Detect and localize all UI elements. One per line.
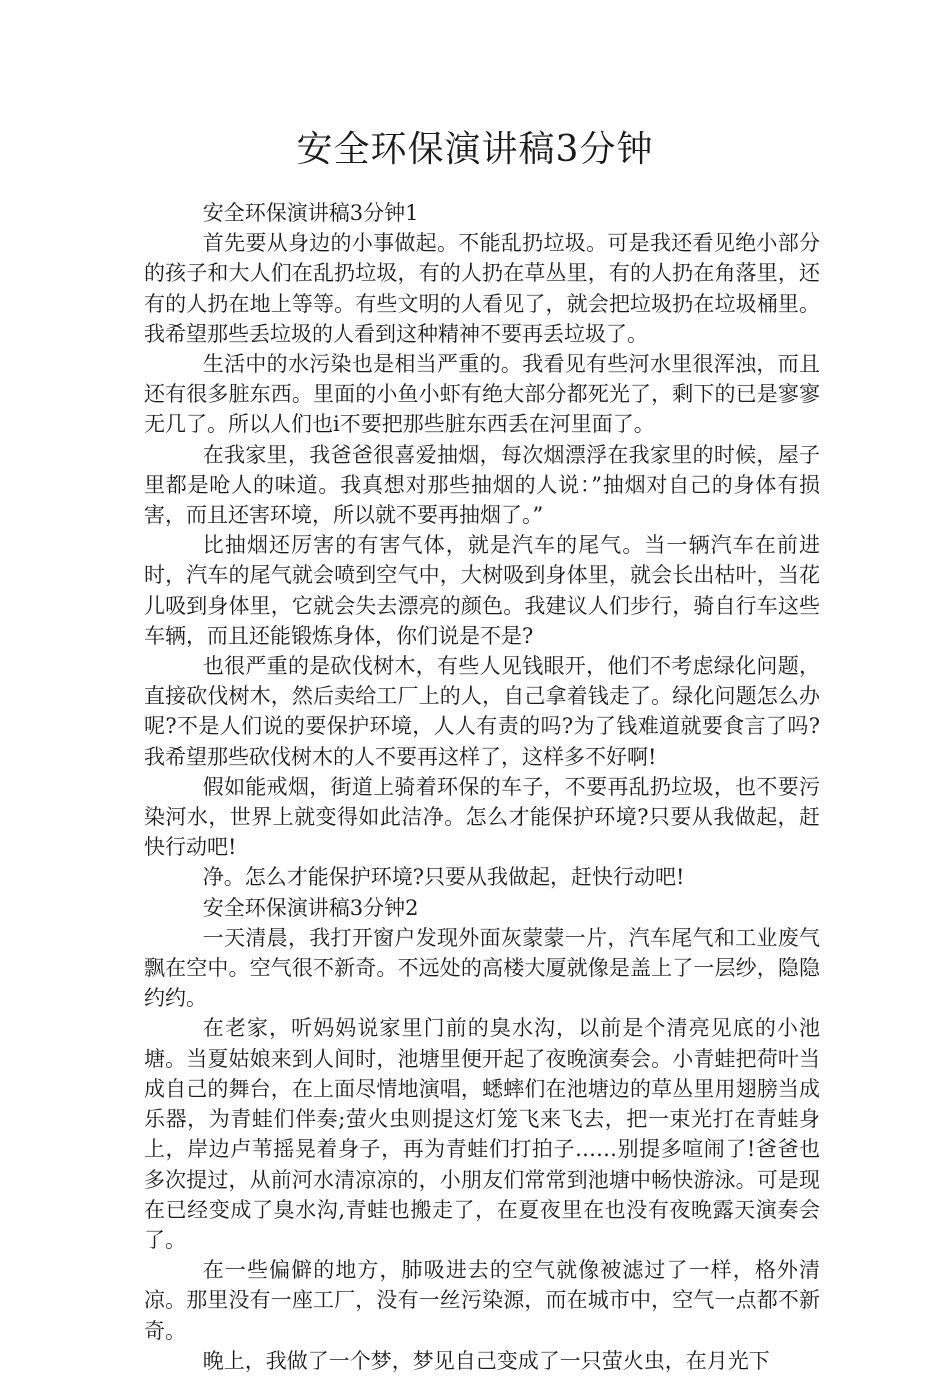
paragraph: 在一些偏僻的地方，肺吸进去的空气就像被滤过了一样，格外清凉。那里没有一座工厂，没有一丝污染源，而在城市中，空气一点都不新奇。 [144,1258,820,1343]
paragraph: 一天清晨，我打开窗户发现外面灰蒙蒙一片，汽车尾气和工业废气飘在空中。空气很不新奇。不远处的高楼大厦就像是盖上了一层纱，隐隐约约。 [144,925,820,1011]
paragraph: 也很严重的是砍伐树木，有些人见钱眼开，他们不考虑绿化问题，直接砍伐树木，然后卖给工厂上的人，自己拿着钱走了。绿化问题怎么办呢?不是人们说的要保护环境，人人有责的吗?为了钱难道就要食言了吗?我希望那些砍伐树木的人不要再这样了，这样多不好啊! [144,654,820,769]
paragraph: 净。怎么才能保护环境?只要从我做起，赶快行动吧! [202,865,685,890]
document-title: 安全环保演讲稿3分钟 [296,129,654,170]
paragraph: 生活中的水污染也是相当严重的。我看见有些河水里很浑浊，而且还有很多脏东西。里面的小鱼小虾有绝大部分都死光了，剩下的已是寥寥无几了。所以人们也i不要把那些脏东西丢在河里面了。 [144,352,820,437]
paragraph: 首先要从身边的小事做起。不能乱扔垃圾。可是我还看见绝小部分的孩子和大人们在乱扔垃圾，有的人扔在草丛里，有的人扔在角落里，还有的人扔在地上等等。有些文明的人看见了，就会把垃圾扔在垃圾桶里。我希望那些丢垃圾的人看到这种精神不要再丢垃圾了。 [144,231,820,346]
paragraph: 在我家里，我爸爸很喜爱抽烟，每次烟漂浮在我家里的时候，屋子里都是呛人的味道。我真想对那些抽烟的人说：”抽烟对自己的身体有损害，而且还害环境，所以就不要再抽烟了。” [144,442,820,528]
paragraph: 假如能戒烟，街道上骑着环保的车子，不要再乱扔垃圾，也不要污染河水，世界上就变得如此洁净。怎么才能保护环境?只要从我做起，赶快行动吧! [144,774,820,860]
paragraph: 比抽烟还厉害的有害气体，就是汽车的尾气。当一辆汽车在前进时，汽车的尾气就会喷到空气中，大树吸到身体里，就会长出枯叶，当花儿吸到身体里，它就会失去漂亮的颜色。我建议人们步行，骑自行车这些车辆，而且还能锻炼身体，你们说是不是? [144,533,820,648]
section-heading-1: 安全环保演讲稿3分钟1 [202,201,419,225]
paragraph: 在老家，听妈妈说家里门前的臭水沟，以前是个清亮见底的小池塘。当夏姑娘来到人间时，池塘里便开起了夜晚演奏会。小青蛙把荷叶当成自己的舞台，在上面尽情地演唱，蟋蟀们在池塘边的草丛里用翅膀当成乐器，为青蛙们伴奏;萤火虫则提这灯笼飞来飞去，把一束光打在青蛙身上，岸边卢苇摇晃着身子，再为青蛙们打拍子……别提多喧闹了!爸爸也多次提过，从前河水清凉凉的，小朋友们常常到池塘中畅快游泳。可是现在已经变成了臭水沟,青蛙也搬走了，在夏夜里在也没有夜晚露天演奏会了。 [144,1016,820,1252]
document-body [144,198,820,1376]
paragraph: 晚上，我做了一个梦，梦见自己变成了一只萤火虫，在月光下 [202,1348,770,1373]
section-heading-2: 安全环保演讲稿3分钟2 [202,895,419,920]
